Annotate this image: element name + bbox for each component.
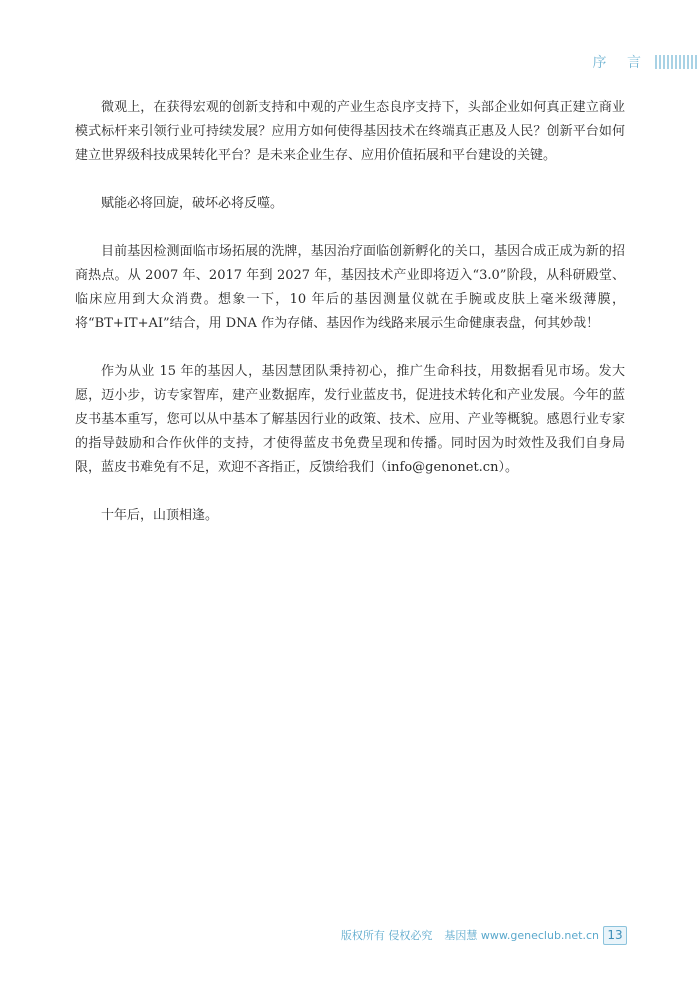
page-number: 13 xyxy=(603,926,627,945)
section-title: 序 言 xyxy=(592,55,649,71)
brand-and-website: 基因慧 www.geneclub.net.cn xyxy=(444,929,599,942)
paragraph-1: 微观上，在获得宏观的创新支持和中观的产业生态良序支持下，头部企业如何真正建立商业模式标杆来引领行业可持续发展？应用方如何使得基因技术在终端真正惠及人民？创新平台如何建立世界级科技成果转化平台？是未来企业生存、应用价值拓展和平台建设的关键。 xyxy=(75,100,625,163)
page-footer xyxy=(341,926,627,944)
paragraph-4: 作为从业 15 年的基因人，基因慧团队秉持初心，推广生命科技，用数据看见市场。发大愿，迈小步，访专家智库，建产业数据库，发行业蓝皮书，促进技术转化和产业发展。今年的蓝皮书基本重写，您可以从中基本了解基因行业的政策、技术、应用、产业等概貌。感恩行业专家的指导鼓励和合作伙伴的支持，才使得蓝皮书免费呈现和传播。同时因为时效性及我们自身局限，蓝皮书难免有不足，欢迎不吝指正，反馈给我们（info@genonet.cn）。 xyxy=(75,364,625,475)
copyright-notice: 版权所有 侵权必究 xyxy=(340,929,433,942)
paragraph-3: 目前基因检测面临市场拓展的洗牌，基因治疗面临创新孵化的关口，基因合成正成为新的招商热点。从 2007 年、2017 年到 2027 年，基因技术产业即将迈入“3.0”阶段，从科研殿堂、临床应用到大众消费。想象一下，10 年后的基因测量仪就在手腕或皮肤上毫米级薄膜，将“BT+IT+AI”结合，用 DNA 作为存储、基因作为线路来展示生命健康表盘，何其妙哉！ xyxy=(75,244,625,331)
page-header xyxy=(593,51,699,73)
paragraph-2: 赋能必将回旋，破坏必将反噬。 xyxy=(101,196,284,211)
preface-body xyxy=(75,96,625,552)
header-decoration-bars xyxy=(655,55,699,69)
paragraph-5: 十年后，山顶相逢。 xyxy=(101,508,219,523)
